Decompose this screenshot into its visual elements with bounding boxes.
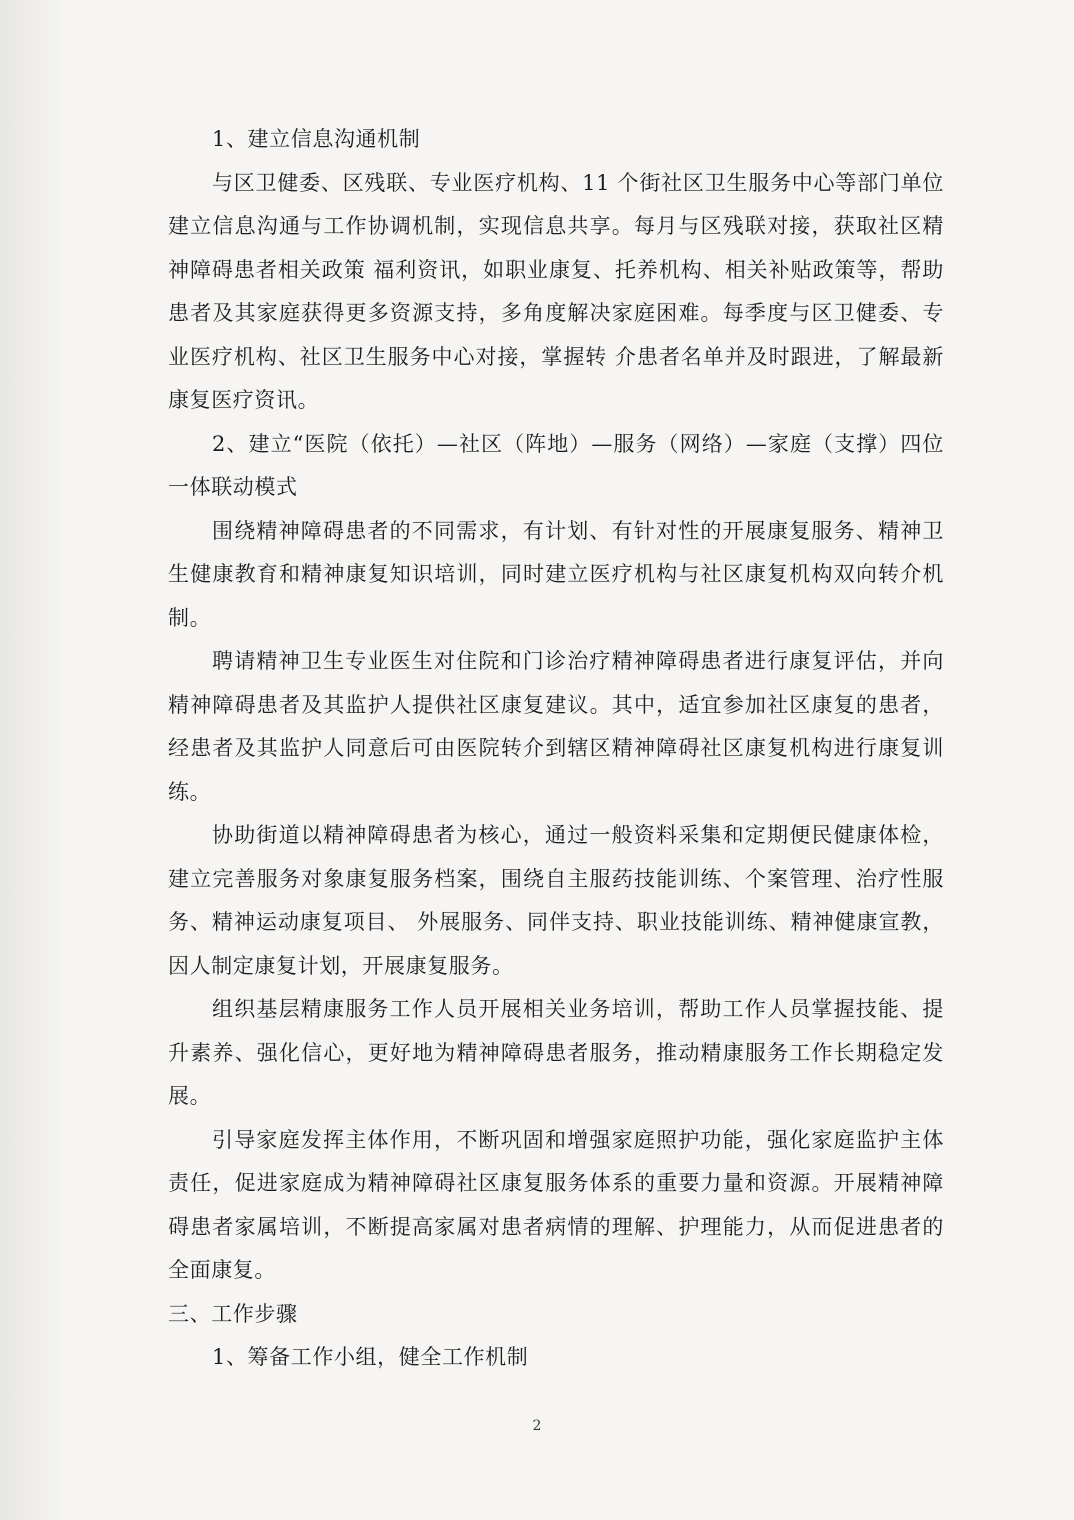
heading-info-mechanism: 1、建立信息沟通机制: [212, 127, 421, 151]
paragraph-needs: 围绕精神障碍患者的不同需求，有计划、有针对性的开展康复服务、精神卫生健康教育和精神康复知识培训，同时建立医疗机构与社区康复机构双向转介机制。: [168, 518, 944, 630]
scan-shadow: [0, 0, 70, 1520]
section-heading-work-steps: 三、工作步骤: [168, 1301, 298, 1326]
page-number: 2: [532, 1418, 542, 1434]
heading-linkage-model: 2、建立“医院（依托）—社区（阵地）—服务（网络）—家庭（支撑）四位一体联动模式: [168, 431, 944, 499]
paragraph-family-role: 引导家庭发挥主体作用，不断巩固和增强家庭照护功能，强化家庭监护主体责任，促进家庭成为精神障碍社区康复服务体系的重要力量和资源。开展精神障碍患者家属培训，不断提高家属对患者病情的理解、护理能力，从而促进患者的全面康复。: [168, 1127, 944, 1282]
paragraph-info-mechanism: 与区卫健委、区残联、专业医疗机构、11 个街社区卫生服务中心等部门单位建立信息沟通与工作协调机制，实现信息共享。每月与区残联对接，获取社区精神障碍患者相关政策 福利资讯，如职业康复、托养机构、相关补贴政策等，帮助患者及其家庭获得更多资源支持，多角度解决家庭困难。每季度与区卫健委、专业医疗机构、社区卫生服务中心对接，掌握转 介患者名单并及时跟进，了解最新康复医疗资讯。: [168, 170, 944, 412]
paragraph-street-assist: 协助街道以精神障碍患者为核心，通过一般资料采集和定期便民健康体检，建立完善服务对象康复服务档案，围绕自主服药技能训练、个案管理、治疗性服务、精神运动康复项目、 外展服务、同伴支持、职业技能训练、精神健康宣教，因人制定康复计划，开展康复服务。: [168, 823, 944, 978]
document-body: [168, 118, 944, 1380]
heading-prepare-group: 1、筹备工作小组，健全工作机制: [212, 1345, 529, 1369]
paragraph-doctor-assessment: 聘请精神卫生专业医生对住院和门诊治疗精神障碍患者进行康复评估，并向精神障碍患者及其监护人提供社区康复建议。其中，适宜参加社区康复的患者，经患者及其监护人同意后可由医院转介到辖区精神障碍社区康复机构进行康复训练。: [168, 649, 944, 804]
paragraph-staff-training: 组织基层精康服务工作人员开展相关业务培训，帮助工作人员掌握技能、提升素养、强化信心，更好地为精神障碍患者服务，推动精康服务工作长期稳定发展。: [168, 997, 944, 1108]
